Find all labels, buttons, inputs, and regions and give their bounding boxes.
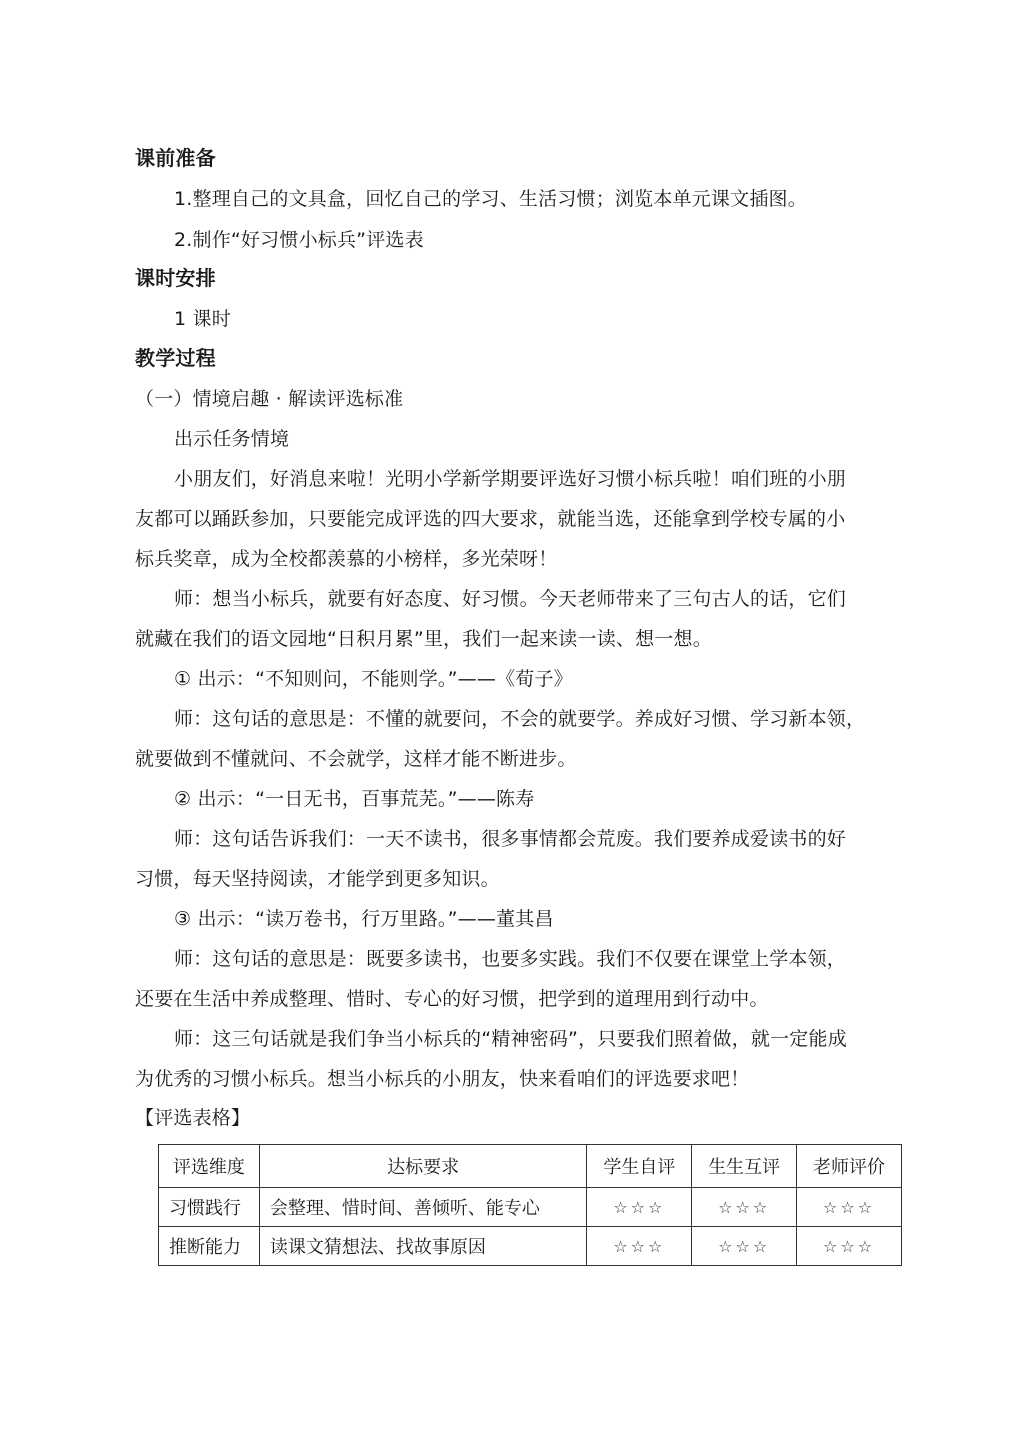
header-teacher-eval: 老师评价 xyxy=(797,1145,902,1188)
evaluation-table xyxy=(158,1144,902,1266)
conclusion-line-1: 师：这三句话就是我们争当小标兵的“精神密码”，只要我们照着做，就一定能成 xyxy=(174,1028,847,1050)
row-requirement: 读课文猜想法、找故事原因 xyxy=(259,1227,587,1266)
star-rating-peer[interactable]: ☆☆☆ xyxy=(692,1227,797,1266)
header-peer-eval: 生生互评 xyxy=(692,1145,797,1188)
task-label: 出示任务情境 xyxy=(174,428,290,450)
header-requirement: 达标要求 xyxy=(259,1145,587,1188)
header-self-eval: 学生自评 xyxy=(587,1145,692,1188)
intro-line-2: 友都可以踊跃参加，只要能完成评选的四大要求，就能当选，还能拿到学校专属的小 xyxy=(135,508,846,530)
star-rating-self[interactable]: ☆☆☆ xyxy=(587,1227,692,1266)
prep-item-2: 2.制作“好习惯小标兵”评选表 xyxy=(174,229,424,251)
row-dimension: 习惯践行 xyxy=(159,1188,260,1227)
table-label: 【评选表格】 xyxy=(135,1107,251,1129)
table-header-row xyxy=(159,1145,902,1188)
quote-2: ② 出示：“一日无书，百事荒芜。”——陈寿 xyxy=(174,788,535,810)
star-rating-teacher[interactable]: ☆☆☆ xyxy=(797,1227,902,1266)
teacher1-line-2: 就藏在我们的语文园地“日积月累”里，我们一起来读一读、想一想。 xyxy=(135,628,712,650)
conclusion-line-2: 为优秀的习惯小标兵。想当小标兵的小朋友，快来看咱们的评选要求吧！ xyxy=(135,1068,750,1090)
prep-heading: 课前准备 xyxy=(135,146,216,170)
explain2-line-1: 师：这句话告诉我们：一天不读书，很多事情都会荒废。我们要养成爱读书的好 xyxy=(174,828,847,850)
row-dimension: 推断能力 xyxy=(159,1227,260,1266)
prep-item-1: 1.整理自己的文具盒，回忆自己的学习、生活习惯；浏览本单元课文插图。 xyxy=(174,188,807,210)
process-heading: 教学过程 xyxy=(135,346,216,370)
table-row xyxy=(159,1188,902,1227)
intro-line-1: 小朋友们，好消息来啦！光明小学新学期要评选好习惯小标兵啦！咱们班的小朋 xyxy=(174,468,847,490)
explain2-line-2: 习惯，每天坚持阅读，才能学到更多知识。 xyxy=(135,868,500,890)
quote-3: ③ 出示：“读万卷书，行万里路。”——董其昌 xyxy=(174,908,554,930)
explain3-line-2: 还要在生活中养成整理、惜时、专心的好习惯，把学到的道理用到行动中。 xyxy=(135,988,769,1010)
explain3-line-1: 师：这句话的意思是：既要多读书，也要多实践。我们不仅要在课堂上学本领， xyxy=(174,948,847,970)
quote-1: ① 出示：“不知则问，不能则学。”——《荀子》 xyxy=(174,668,573,690)
teacher1-line-1: 师：想当小标兵，就要有好态度、好习惯。今天老师带来了三句古人的话，它们 xyxy=(174,588,847,610)
explain1-line-1: 师：这句话的意思是：不懂的就要问，不会的就要学。养成好习惯、学习新本领， xyxy=(174,708,866,730)
table-row xyxy=(159,1227,902,1266)
star-rating-self[interactable]: ☆☆☆ xyxy=(587,1188,692,1227)
section-1-title: （一）情境启趣 · 解读评选标准 xyxy=(135,388,404,410)
row-requirement: 会整理、惜时间、善倾听、能专心 xyxy=(259,1188,587,1227)
header-dimension: 评选维度 xyxy=(159,1145,260,1188)
star-rating-teacher[interactable]: ☆☆☆ xyxy=(797,1188,902,1227)
schedule-heading: 课时安排 xyxy=(135,266,216,290)
explain1-line-2: 就要做到不懂就问、不会就学，这样才能不断进步。 xyxy=(135,748,577,770)
star-rating-peer[interactable]: ☆☆☆ xyxy=(692,1188,797,1227)
schedule-value: 1 课时 xyxy=(174,308,231,330)
intro-line-3: 标兵奖章，成为全校都羡慕的小榜样，多光荣呀！ xyxy=(135,548,558,570)
